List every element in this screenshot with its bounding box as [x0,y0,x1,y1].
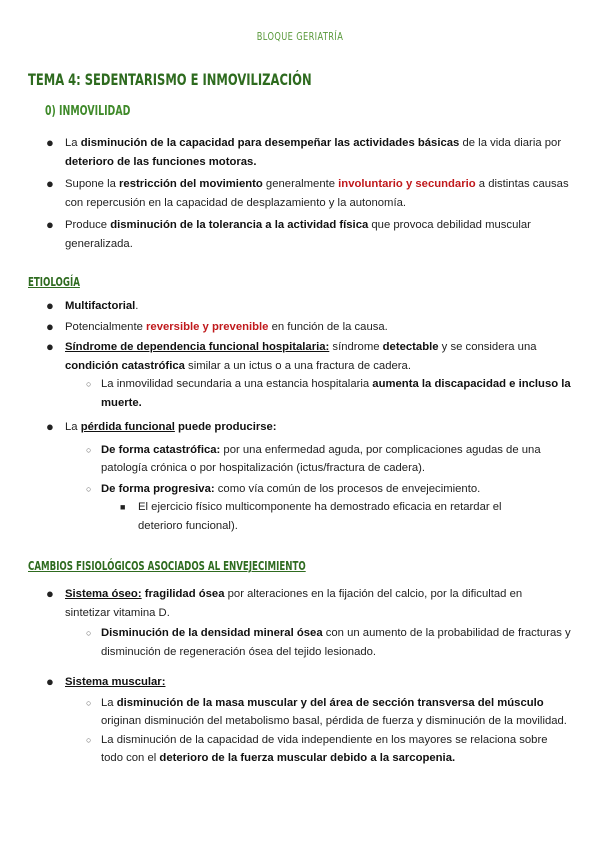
text-run: Sistema óseo: [65,588,142,600]
bullet-circle-icon: ○ [86,734,92,745]
section-heading: ETIOLOGÍA [28,275,80,289]
text-run: reversible y prevenible [146,320,269,333]
bullet-circle-icon: ○ [86,379,92,389]
text-run: en función de la causa. [268,320,388,333]
page-title: TEMA 4: SEDENTARISMO E INMOVILIZACIÓN [28,70,312,89]
list-item [86,731,571,768]
text-run: Multifactorial [65,300,136,312]
list-item [46,673,570,692]
bullet-disc-icon: ● [46,176,54,191]
text-run: disminución de la tolerancia a la actividad física [110,219,369,231]
text-run: con un aumento de la probabilidad de fracturas y disminución de regeneración ósea del tejido lesionado. [101,627,571,658]
text-run: que provoca debilidad muscular generalizada. [65,219,531,250]
text-run: De forma catastrófica: [101,443,221,456]
bullet-square-icon: ■ [120,502,126,512]
list-item [46,318,570,337]
document-header: BLOQUE GERIATRÍA [256,30,344,43]
text-run: a distintas causas con repercusión en la capacidad de desplazamiento y la autonomía. [65,178,569,209]
text-run: deterioro de las funciones motoras. [65,155,257,168]
bullet-circle-icon: ○ [86,628,92,638]
text-run: disminución de la masa muscular y del área de sección transversa del músculo [116,696,544,709]
text-run: La [65,137,81,149]
text-run: La inmovilidad secundaria a una estancia hospitalaria [101,378,373,390]
list-item [46,216,570,253]
text-run: El ejercicio físico multicomponente ha demostrado eficacia en retardar el deterioro funcional). [138,501,502,532]
list-item [120,498,538,535]
text-run: aumenta la discapacidad e incluso la muerte. [101,378,571,409]
text-run: disminución de la capacidad para desempeñar las actividades básicas [80,137,460,149]
text-run: por alteraciones en la fijación del calcio, por la dificultad en sintetizar vitamina D. [65,588,523,619]
text-run: La [101,696,117,709]
text-run: generalmente [262,178,339,190]
text-run: restricción del movimiento [119,178,263,190]
text-run: similar a un ictus o a una fractura de cadera. [184,359,411,372]
text-run: Disminución de la densidad mineral ósea [101,627,323,639]
section-heading: CAMBIOS FISIOLÓGICOS ASOCIADOS AL ENVEJECIMIENTO [28,559,306,573]
bullet-disc-icon: ● [46,419,54,434]
bullet-disc-icon: ● [46,318,54,334]
document-body [0,104,600,768]
bullet-circle-icon: ○ [86,444,92,455]
text-run: . [135,300,139,312]
text-run: Produce [65,219,111,231]
list-item [86,375,571,412]
text-run: La disminución de la capacidad de vida independiente en los mayores se relaciona sobre todo con el [101,733,548,764]
bullet-circle-icon: ○ [86,697,92,708]
list-item [46,134,570,171]
text-run: De forma progresiva: [101,482,215,495]
section-heading: 0) INMOVILIDAD [45,104,131,119]
list-item [46,338,570,375]
text-run: síndrome [329,341,383,353]
bullet-circle-icon: ○ [86,483,92,494]
list-item [86,624,571,661]
text-run: deterioro de la fuerza muscular debido a la sarcopenia. [159,752,456,764]
text-run: como vía común de los procesos de envejecimiento. [214,482,481,495]
bullet-disc-icon: ● [46,135,54,150]
bullet-disc-icon: ● [46,586,54,601]
text-run: detectable [382,341,439,353]
list-item [46,418,570,437]
text-run: puede producirse: [174,421,277,433]
list-item [46,175,570,212]
text-run: originan disminución del metabolismo basal, pérdida de fuerza y disminución de la movilidad. [101,715,567,727]
text-run: por una enfermedad aguda, por complicaciones agudas de una patología crónica o por hospitalización (ictus/fractura de cadera). [101,443,541,474]
bullet-disc-icon: ● [46,674,54,689]
list-item [46,297,570,316]
list-item [86,694,571,731]
text-run: Síndrome de dependencia funcional hospitalaria: [65,341,330,353]
list-item [46,585,570,622]
text-run: condición catastrófica [65,359,185,372]
text-run: y se considera una [438,341,537,353]
bullet-disc-icon: ● [46,339,54,354]
text-run: La [65,421,81,433]
text-run: de la vida diaria por [459,137,562,149]
text-run: involuntario y secundario [338,178,476,190]
list-item [86,480,571,499]
list-item [86,441,571,478]
text-run: fragilidad ósea [144,588,225,600]
text-run: pérdida funcional [80,421,175,433]
bullet-disc-icon: ● [46,298,54,313]
text-run: Sistema muscular: [65,676,166,688]
bullet-disc-icon: ● [46,217,54,232]
text-run: Potencialmente [65,320,147,333]
text-run: Supone la [65,178,120,190]
